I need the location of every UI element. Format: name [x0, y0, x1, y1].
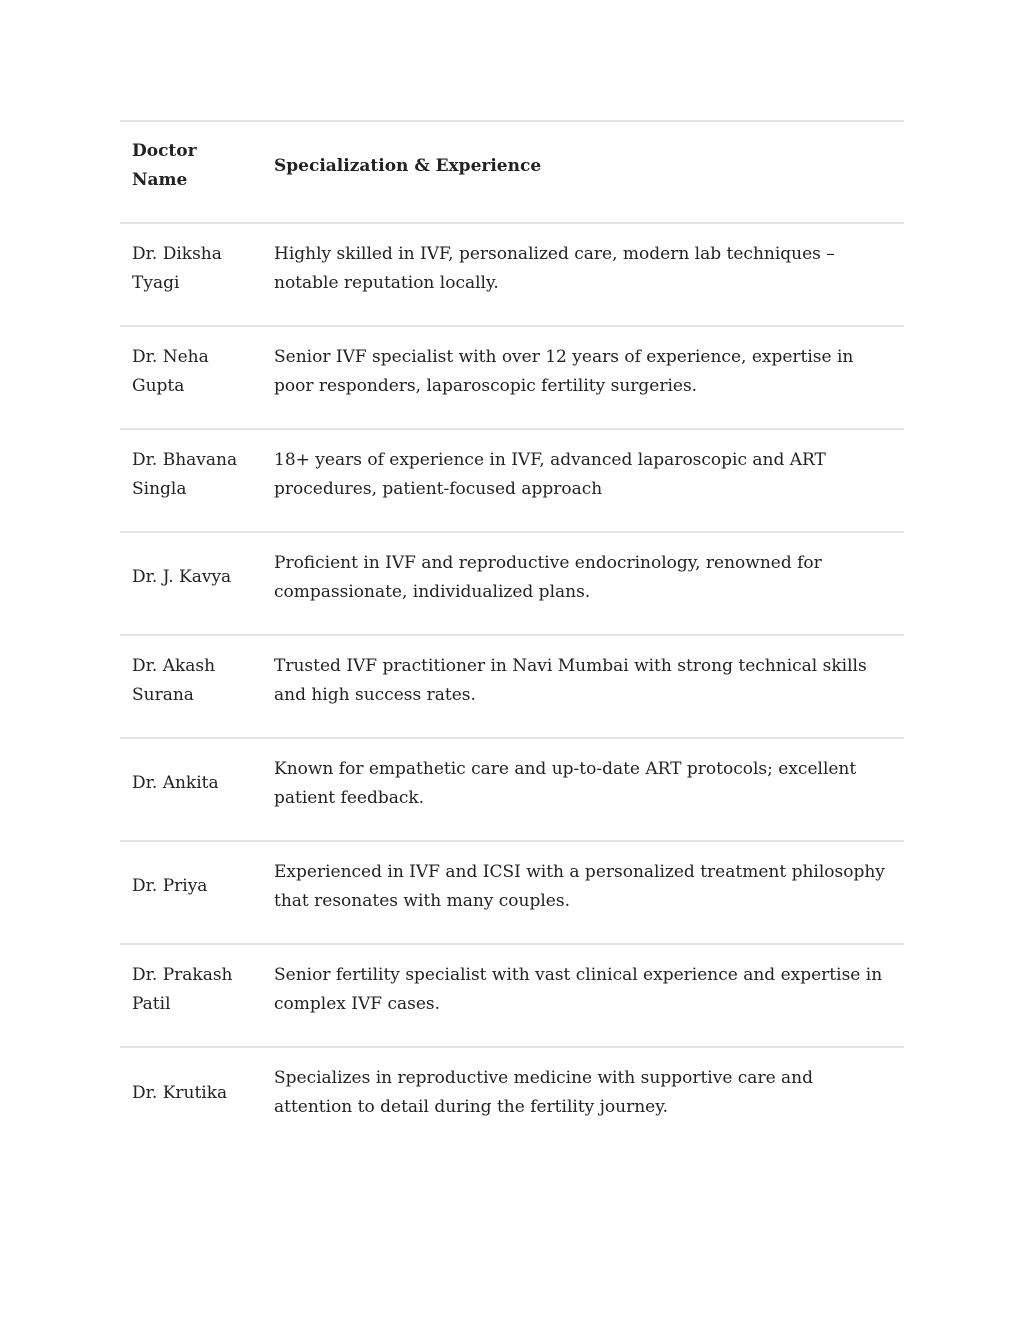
doctor-name-cell: Dr. Akash Surana [132, 655, 216, 705]
specialization-cell: Specializes in reproductive medicine with supportive care and attention to detail during the fertility journey. [274, 1068, 814, 1117]
specialization-cell: Senior fertility specialist with vast clinical experience and expertise in complex IVF cases. [274, 964, 883, 1014]
doctor-name-cell: Dr. Ankita [132, 773, 219, 793]
doctor-name-cell: Dr. J. Kavya [132, 567, 232, 587]
specialization-cell: Senior IVF specialist with over 12 years of experience, expertise in poor responders, laparoscopic fertility surgeries. [274, 346, 854, 396]
table-row [120, 326, 904, 429]
table-row [120, 738, 904, 841]
doctors-table [120, 120, 904, 1150]
doctor-name-cell: Dr. Prakash Patil [132, 964, 233, 1014]
specialization-cell: Highly skilled in IVF, personalized care, modern lab techniques – notable reputation locally. [274, 243, 835, 293]
table-header-row [120, 121, 904, 223]
doctor-name-cell: Dr. Bhavana Singla [132, 449, 238, 499]
specialization-cell: Experienced in IVF and ICSI with a personalized treatment philosophy that resonates with many couples. [274, 861, 885, 911]
doctor-name-cell: Dr. Neha Gupta [132, 346, 209, 396]
doctor-name-cell: Dr. Priya [132, 876, 208, 896]
table-row [120, 223, 904, 326]
header-doctor-name: Doctor Name [132, 141, 197, 190]
table-row [120, 841, 904, 944]
specialization-cell: 18+ years of experience in IVF, advanced laparoscopic and ART procedures, patient-focused approach [274, 449, 826, 499]
specialization-cell: Trusted IVF practitioner in Navi Mumbai with strong technical skills and high success rates. [274, 655, 867, 705]
header-specialization: Specialization & Experience [274, 155, 542, 176]
table-row [120, 1047, 904, 1150]
doctor-name-cell: Dr. Krutika [132, 1082, 228, 1103]
table-row [120, 635, 904, 738]
specialization-cell: Known for empathetic care and up-to-date ART protocols; excellent patient feedback. [274, 758, 857, 808]
table-row [120, 532, 904, 635]
table-row [120, 944, 904, 1047]
table-row [120, 429, 904, 532]
specialization-cell: Proficient in IVF and reproductive endocrinology, renowned for compassionate, individualized plans. [274, 552, 822, 602]
doctor-name-cell: Dr. Diksha Tyagi [132, 243, 222, 293]
